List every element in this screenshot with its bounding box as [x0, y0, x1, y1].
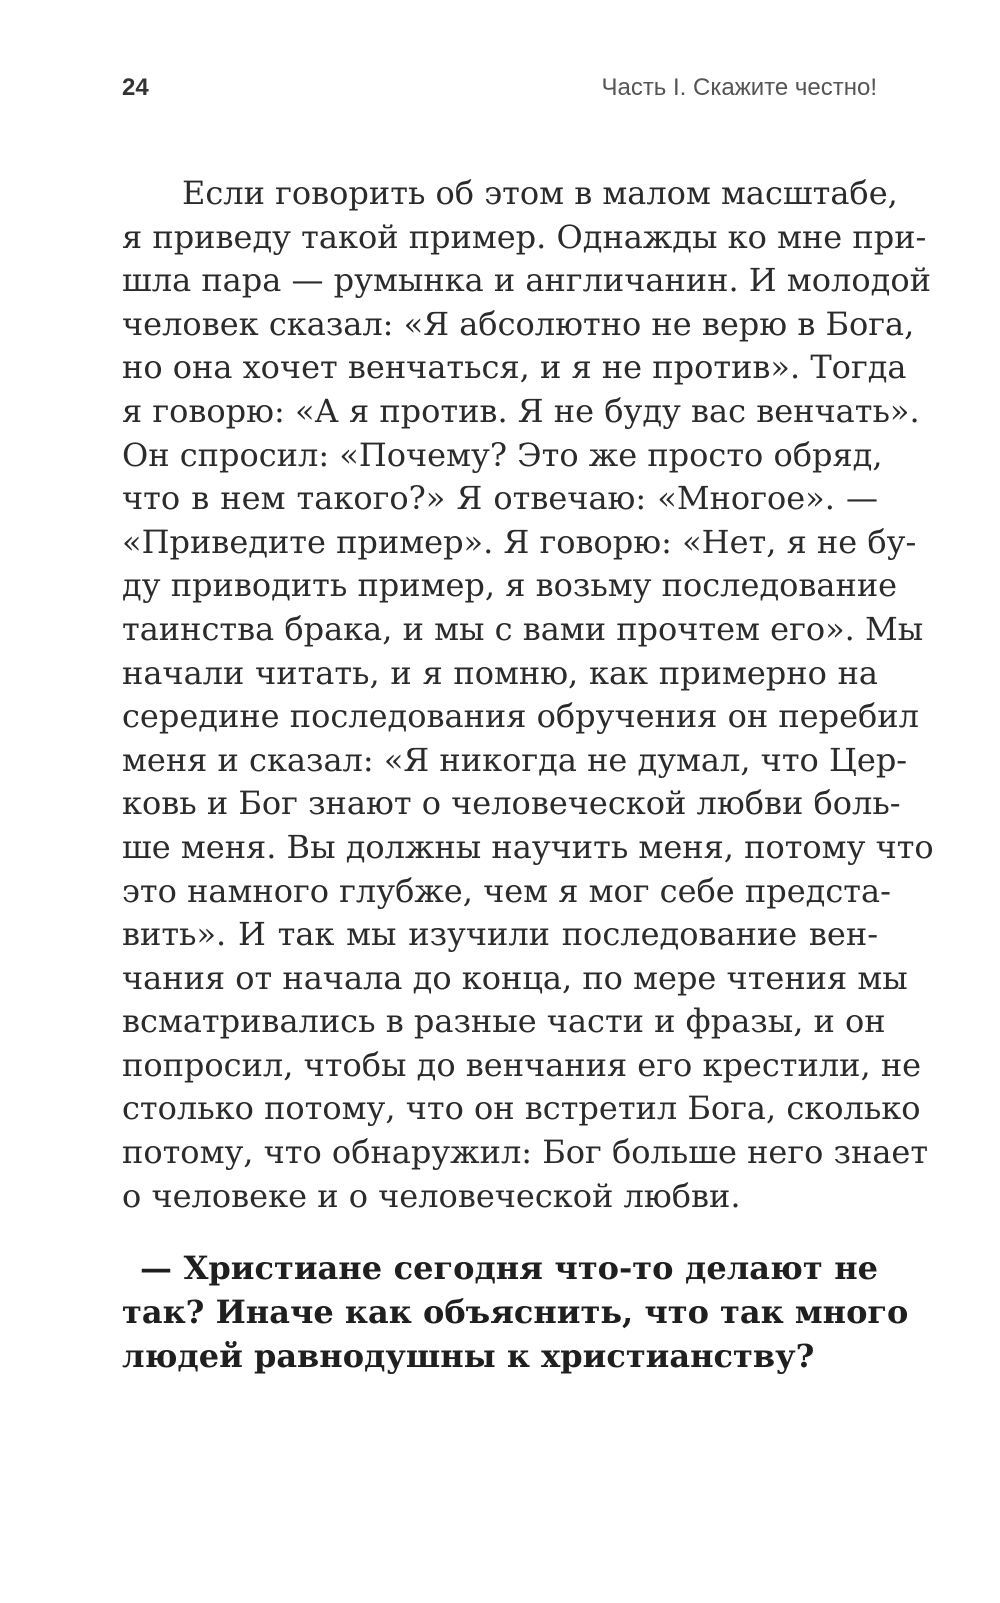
text-line: чания от начала до конца, по мере чтения мы — [122, 958, 908, 997]
running-title: Часть I. Скажите честно! — [601, 74, 877, 101]
page-number: 24 — [122, 74, 149, 101]
text-line: потому, что обнаружил: Бог больше него знает — [122, 1133, 929, 1172]
text-line: столько потому, что он встретил Бога, сколько — [122, 1089, 921, 1128]
text-line: человек сказал: «Я абсолютно не верю в Бога, — [122, 304, 915, 343]
text-line: меня и сказал: «Я никогда не думал, что Цер- — [122, 740, 908, 779]
text-line: ше меня. Вы должны научить меня, потому что — [122, 827, 934, 866]
text-line: середине последования обручения он перебил — [122, 697, 919, 736]
text-line: «Приведите пример». Я говорю: «Нет, я не бу- — [122, 522, 917, 561]
text-line: вить». И так мы изучили последование вен- — [122, 915, 878, 954]
body-paragraph — [122, 172, 934, 1218]
text-line: ду приводить пример, я возьму последование — [122, 566, 898, 605]
interview-question — [122, 1246, 909, 1378]
text-line: шла пара — румынка и англичанин. И молодой — [122, 261, 931, 300]
text-line: Он спросил: «Почему? Это же просто обряд, — [122, 435, 883, 474]
text-line: что в нем такого?» Я отвечаю: «Многое». — — [122, 479, 878, 518]
text-line: начали читать, и я помню, как примерно на — [122, 653, 878, 692]
text-line: о человеке и о человеческой любви. — [122, 1176, 741, 1215]
question-line: так? Иначе как объяснить, что так много — [122, 1293, 909, 1331]
text-line: ковь и Бог знают о человеческой любви боль- — [122, 784, 901, 823]
question-line: людей равнодушны к христианству? — [122, 1337, 815, 1375]
text-line: всматривались в разные части и фразы, и он — [122, 1002, 886, 1041]
question-line: — Христиане сегодня что-то делают не — [140, 1249, 878, 1287]
text-line: я приведу такой пример. Однажды ко мне при- — [122, 217, 927, 256]
text-line: но она хочет венчаться, и я не против». Тогда — [122, 348, 907, 387]
text-line: это намного глубже, чем я мог себе предста- — [122, 871, 891, 910]
text-line: таинства брака, и мы с вами прочтем его». Мы — [122, 609, 924, 648]
text-line: я говорю: «А я против. Я не буду вас венчать». — [122, 391, 920, 430]
text-line: Если говорить об этом в малом масштабе, — [182, 174, 898, 212]
text-line: попросил, чтобы до венчания его крестили, не — [122, 1045, 922, 1084]
running-head — [122, 74, 877, 114]
